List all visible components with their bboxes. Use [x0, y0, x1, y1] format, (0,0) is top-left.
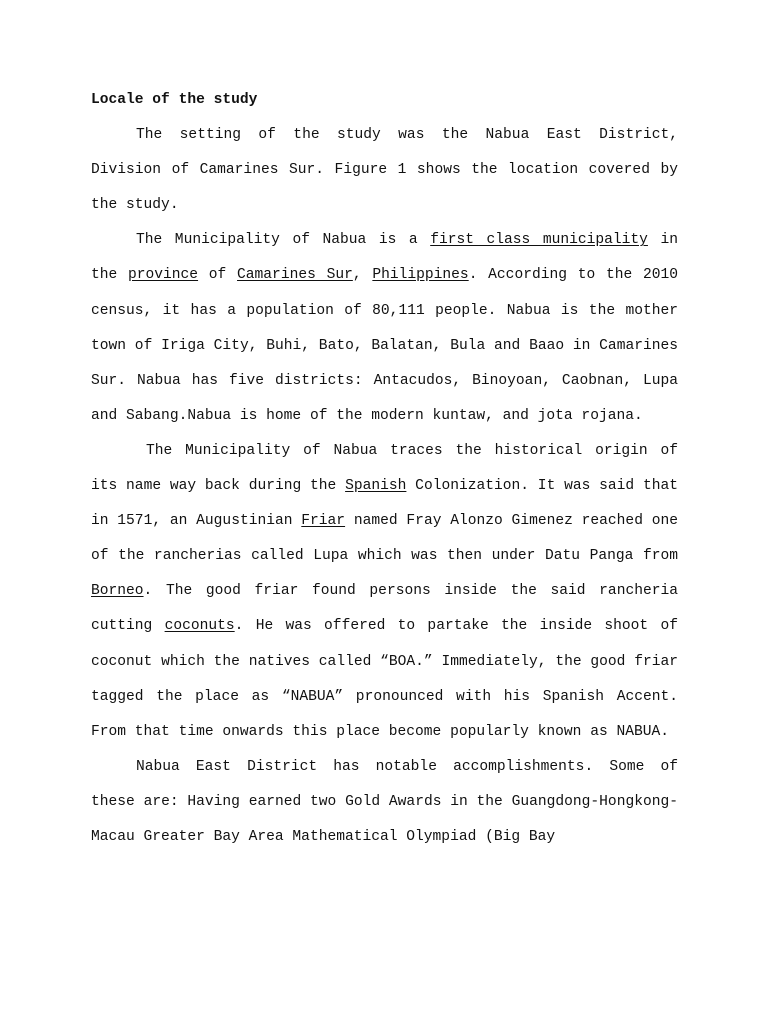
paragraph-text: in the	[91, 232, 678, 284]
section-heading: Locale of the study	[91, 92, 258, 108]
link-province[interactable]: province	[128, 267, 199, 284]
paragraph-text: Nabua East District has notable accomplishments. Some of these are: Having earned two Gold Awards in the Guangdong-Hongkong-Macau Greater Bay Area Mathematical Olympiad (Big Bay	[91, 758, 678, 845]
body-paragraph-4	[91, 750, 678, 855]
body-paragraph-2	[91, 223, 678, 434]
paragraph-text: The Municipality of Nabua traces the historical origin of its name way back during the	[91, 442, 678, 495]
paragraph-text: ,	[352, 267, 373, 284]
link-first-class-municipality[interactable]: first class municipality	[430, 232, 648, 249]
paragraph-text: . He was offered to partake the inside shoot of coconut which the natives called “BOA.” Immediately, the good friar tagged the place as “NABUA” pronounced with his Spanish Accent. From that time onwards this place become popularly known as NABUA.	[91, 618, 678, 740]
link-philippines[interactable]: Philippines	[372, 267, 469, 284]
link-coconuts[interactable]: coconuts	[164, 618, 235, 635]
link-spanish[interactable]: Spanish	[345, 478, 407, 495]
document-body	[91, 83, 678, 855]
paragraph-text: named Fray Alonzo Gimenez reached one of the rancherias called Lupa which was then under Datu Panga from	[91, 513, 679, 565]
body-paragraph-1	[91, 118, 678, 223]
paragraph-list	[91, 118, 678, 855]
paragraph-text: . According to the 2010 census, it has a population of 80,111 people. Nabua is the mother town of Iriga City, Buhi, Bato, Balatan, Bula and Baao in Camarines Sur. Nabua has five districts: Antacudos, Binoyoan, Caobnan, Lupa and Sabang.Nabua is home of the modern kuntaw, and jota rojana.	[91, 267, 678, 424]
body-paragraph-3	[91, 434, 678, 750]
link-friar[interactable]: Friar	[301, 513, 346, 530]
paragraph-text: The setting of the study was the Nabua East District, Division of Camarines Sur. Figure 1 shows the location covered by the study.	[91, 127, 678, 214]
paragraph-text: The Municipality of Nabua is a	[136, 232, 431, 249]
paragraph-text: . The good friar found persons inside the said rancheria cutting	[91, 583, 678, 635]
link-borneo[interactable]: Borneo	[91, 583, 144, 600]
paragraph-text: of	[198, 267, 238, 284]
paragraph-text: Colonization. It was said that in 1571, an Augustinian	[91, 478, 678, 530]
link-camarines-sur[interactable]: Camarines Sur	[237, 267, 353, 284]
